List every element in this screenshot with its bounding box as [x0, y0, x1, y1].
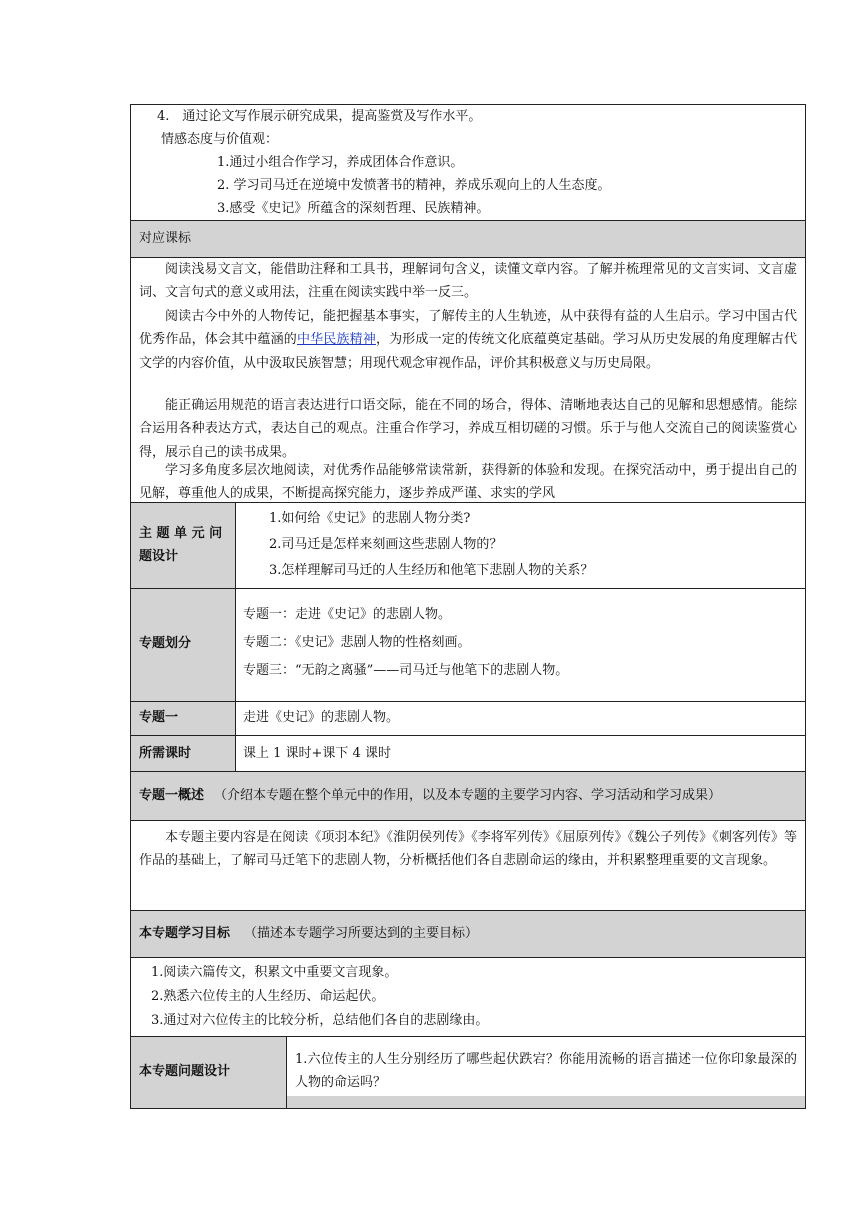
- attitude-item-1: 1.通过小组合作学习，养成团体合作意识。: [217, 155, 464, 170]
- unit-questions-label-1: 主 题 单 元 问: [139, 526, 223, 541]
- hours-label: 所需课时: [139, 746, 192, 761]
- row-divider: [131, 957, 805, 958]
- topic1-label-cell: [131, 702, 235, 735]
- standards-paragraph-2: [139, 305, 797, 375]
- table-top-border: [131, 104, 805, 105]
- goals-note: （描述本专题学习所要达到的主要目标）: [244, 926, 479, 941]
- design-label-cell: [131, 1037, 286, 1108]
- standards-paragraph-2-text-end: ，为形成一定的传统文化底蕴奠定基础。学习从历史发展的角度理解古代文学的内容价值，从中汲取民族智慧；用现代观念审视作品，评价其积极意义与历史局限。: [139, 332, 797, 371]
- unit-question-1: 1.如何给《史记》的悲剧人物分类?: [269, 511, 471, 526]
- overview-text: 本专题主要内容是在阅读《项羽本纪》《淮阴侯列传》《李将军列传》《屈原列传》《魏公子列传》《刺客列传》等作品的基础上，了解司马迁笔下的悲剧人物，分析概括他们各自悲剧命运的缘由，并积累整理重要的文言现象。: [139, 830, 797, 869]
- overview-note: （介绍本专题在整个单元中的作用，以及本专题的主要学习内容、学习活动和学习成果）: [214, 788, 722, 803]
- attitude-item-2: 2. 学习司马迁在逆境中发愤著书的精神，养成乐观向上的人生态度。: [217, 178, 611, 193]
- unit-question-2: 2.司马迁是怎样来刻画这些悲剧人物的？: [269, 537, 503, 552]
- topics-label: 专题划分: [139, 636, 192, 651]
- topic-item-2: 专题二：《史记》悲剧人物的性格刻画。: [243, 635, 471, 650]
- column-divider: [235, 588, 236, 701]
- standards-paragraph-3: 能正确运用规范的语言表达进行口语交际，能在不同的场合，得体、清晰地表达自己的见解和思想感情。能综合运用各种表达方式，表达自己的观点。注重合作学习，养成互相切磋的习惯。乐于与他人交流自己的阅读鉴赏心得，展示自己的读书成果。: [139, 398, 797, 460]
- overview-heading: [139, 785, 721, 807]
- standards-paragraph-1: 阅读浅易文言文，能借助注释和工具书，理解词句含义，读懂文章内容。了解并梳理常见的文言实词、文言虚词、文言句式的意义或用法，注重在阅读实践中举一反三。: [139, 262, 797, 301]
- column-divider: [235, 502, 236, 588]
- hours-value: 课上 1 课时+课下 4 课时: [243, 746, 391, 761]
- standards-heading-row: [131, 220, 805, 257]
- standards-heading: 对应课标: [139, 231, 192, 246]
- goal-item-1: 1.阅读六篇传文，积累文中重要文言现象。: [151, 965, 398, 980]
- goals-label: 本专题学习目标: [139, 926, 231, 941]
- objective-4: 4. 通过论文写作展示研究成果，提高鉴赏及写作水平。: [157, 109, 482, 124]
- topic-item-1: 专题一：走进《史记》的悲剧人物。: [243, 607, 452, 622]
- topic1-value: 走进《史记》的悲剧人物。: [243, 710, 400, 725]
- national-spirit-link[interactable]: 中华民族精神: [296, 332, 376, 348]
- lesson-plan-table: [130, 104, 806, 1109]
- goal-item-2: 2.熟悉六位传主的人生经历、命运起伏。: [151, 989, 385, 1004]
- overview-heading-row: [131, 772, 805, 820]
- topics-label-cell: [131, 589, 235, 701]
- topic-item-3: 专题三：“无韵之离骚”——司马迁与他笔下的悲剧人物。: [243, 663, 569, 678]
- standards-paragraph-2-text: 阅读古今中外的人物传记，能把握基本事实，了解传主的人生轨迹，从中获得有益的人生启示。学习中国古代优秀作品，体会其中蕴涵的: [139, 309, 797, 348]
- goal-item-3: 3.通过对六位传主的比较分析，总结他们各自的悲剧缘由。: [151, 1013, 489, 1028]
- column-divider: [235, 701, 236, 771]
- design-label: 本专题问题设计: [139, 1064, 231, 1079]
- hours-label-cell: [131, 736, 235, 771]
- topic1-label: 专题一: [139, 710, 179, 725]
- standards-paragraph-4: 学习多角度多层次地阅读，对优秀作品能够常读常新，获得新的体验和发现。在探究活动中，勇于提出自己的见解，尊重他人的成果，不断提高探究能力，逐步养成严谨、求实的学风: [139, 463, 797, 502]
- attitude-item-3: 3.感受《史记》所蕴含的深刻哲理、民族精神。: [217, 201, 490, 216]
- unit-questions-label-cell: [131, 503, 235, 588]
- row-divider: [131, 220, 805, 221]
- attitude-heading: 情感态度与价值观：: [161, 132, 279, 147]
- design-cell-bottom-shade: [287, 1096, 805, 1108]
- goals-heading-row: [131, 911, 805, 957]
- unit-questions-label-2: 题设计: [139, 549, 179, 564]
- overview-label: 专题一概述: [139, 788, 205, 803]
- design-question-1: 1.六位传主的人生分别经历了哪些起伏跌宕？你能用流畅的语言描述一位你印象最深的人物的命运吗？: [295, 1052, 797, 1090]
- unit-question-3: 3.怎样理解司马迁的人生经历和他笔下悲剧人物的关系？: [269, 563, 594, 578]
- row-divider: [131, 820, 805, 821]
- goals-heading: [139, 923, 478, 945]
